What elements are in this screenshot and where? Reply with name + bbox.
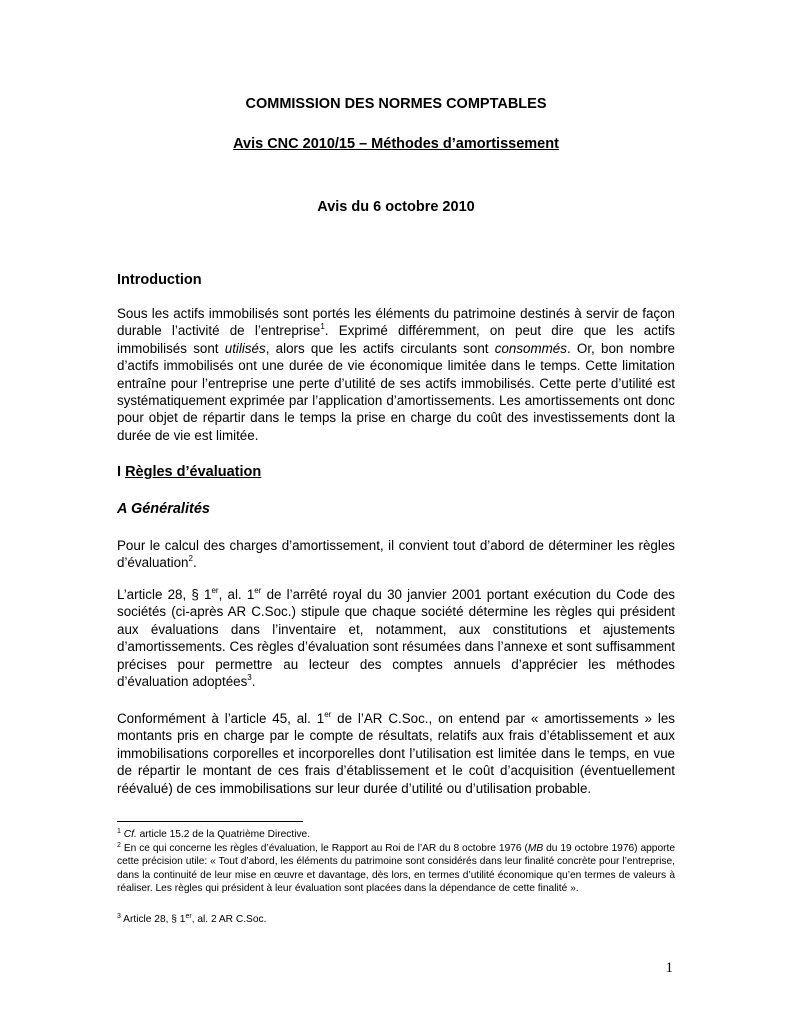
introduction-heading: Introduction [117,272,202,288]
section-heading-regles: I Règles d’évaluation [117,464,262,480]
footnote-1: $^1$ Cf. article 15.2 de la Quatrième Directive. [117,828,311,840]
footnote-separator [117,821,303,822]
paragraph-article-28: L’article 28, § 1er, al. 1er de l’arrêté royal du 30 janvier 2001 portant exécution du Code des sociétés (ci-après AR C.Soc.) stipule que chaque société détermine les règles qui président aux évaluations dans l’inventaire et, notamment, aux constitutions et ajustements d’amortissements. Ces règles d’évaluation sont résumées dans l’annexe et sont suffisamment précises pour permettre au lecteur des comptes annuels d’apprécier les méthodes d’évaluation adoptées$^3$. [117,586,675,690]
commission-heading: COMMISSION DES NORMES COMPTABLES [245,96,547,112]
introduction-paragraph: Sous les actifs immobilisés sont portés les éléments du patrimoine destinés à servir de façon durable l’activité de l’entreprise$^1$. Exprimé différemment, on peut dire que les actifs immobilisés sont utilisés, alors que les actifs circulants sont consommés. Or, bon nombre d’actifs immobilisés ont une durée de vie économique limitée dans le temps. Cette limitation entraîne pour l’entreprise une perte d’utilité de ses actifs immobilisés. Cette perte d’utilité est systématiquement exprimée par l’application d’amortissements. Les amortissements ont donc pour objet de répartir dans le temps la prise en charge du coût des investissements dont la durée de vie est limitée. [117,306,675,443]
page-number: 1 [665,960,673,976]
paragraph-calcul: Pour le calcul des charges d’amortissement, il convient tout d’abord de déterminer les règles d’évaluation$^2$. [117,538,675,571]
avis-title: Avis CNC 2010/15 – Méthodes d’amortissement [233,136,559,152]
footnote-ref-3: 3 [247,673,252,683]
paragraph-article-45: Conformément à l’article 45, al. 1er de l’AR C.Soc., on entend par « amortissements » les montants pris en charge par le compte de résultats, relatifs aux frais d’établissement et aux immobilisations corporelles et incorporelles dont l’utilisation est limitée dans le temps, en vue de répartir le montant de ces frais d’établissement et le coût d’acquisition (éventuellement réévalué) de ces immobilisations sur leur durée d’utilité ou d’utilisation probable. [117,710,675,796]
footnote-3: $^3$ Article 28, § 1er, al. 2 AR C.Soc. [117,913,267,925]
footnote-2: $^2$ En ce qui concerne les règles d’évaluation, le Rapport au Roi de l’AR du 8 octobre 1976 (MB du 19 octobre 1976) apporte cette précision utile: « Tout d’abord, les éléments du patrimoine sont considérés dans leur finalité concrète pour l’entreprise, dans la continuité de leur mise en œuvre et davantage, dès lors, en termes d’utilité économique qu’en termes de valeurs à réaliser. Les règles qui président à leur évaluation sont placées dans la dépendance de cette finalité ». [117,842,676,894]
subsection-heading-generalites: A Généralités [117,501,210,517]
footnote-ref-1: 1 [320,322,325,332]
footnote-ref-2: 2 [188,554,193,564]
avis-date: Avis du 6 octobre 2010 [317,199,475,215]
